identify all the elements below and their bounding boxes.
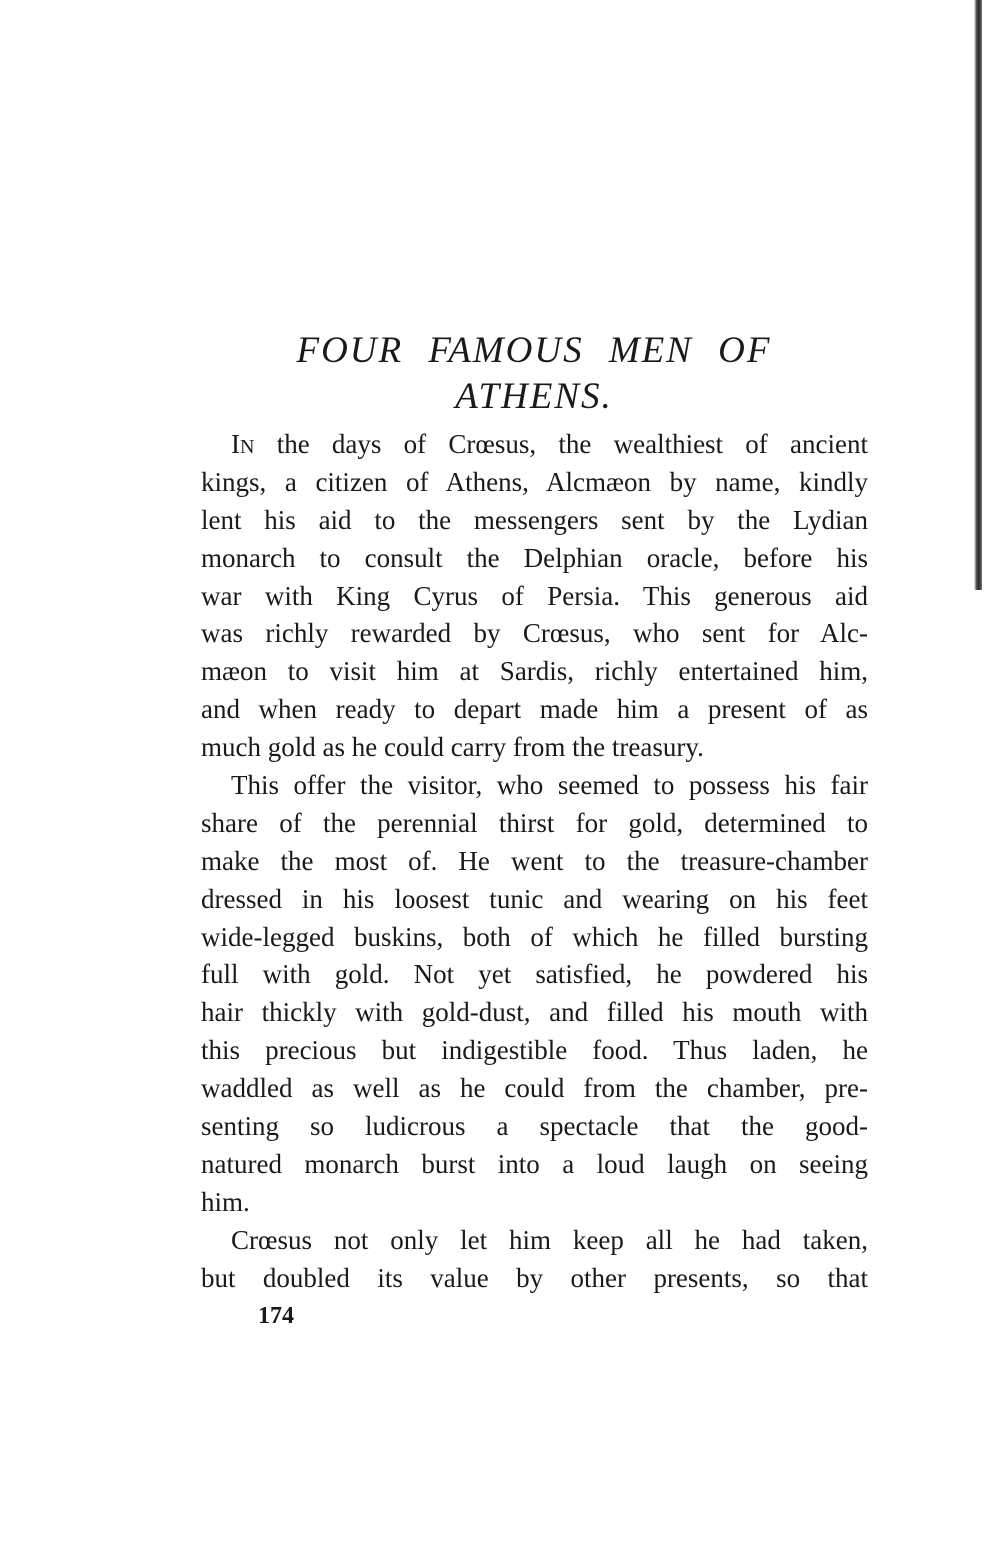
small-caps: N — [240, 436, 255, 458]
text-line: was richly rewarded by Crœsus, who sent for Alc- — [201, 618, 868, 649]
chapter-title-line-2: ATHENS. — [455, 376, 613, 417]
text-line: full with gold. Not yet satisfied, he powdered his — [201, 959, 868, 990]
text-line: kings, a citizen of Athens, Alcmæon by name, kindly — [201, 466, 868, 497]
text-line: and when ready to depart made him a present of as — [201, 694, 868, 725]
text-line: him. — [201, 1186, 250, 1217]
text-line: This offer the visitor, who seemed to possess his fair — [231, 770, 868, 801]
text-line: Crœsus not only let him keep all he had taken, — [231, 1224, 868, 1255]
text-line: much gold as he could carry from the treasury. — [201, 732, 704, 763]
text-line — [201, 426, 868, 464]
text-line: senting so ludicrous a spectacle that the good- — [201, 1111, 868, 1142]
body-text — [201, 426, 868, 1297]
text-line: wide-legged buskins, both of which he filled bursting — [201, 921, 868, 952]
text-line: dressed in his loosest tunic and wearing on his feet — [201, 883, 868, 914]
text-line-content: the days of Crœsus, the wealthiest of ancient — [254, 429, 868, 459]
text-line: but doubled its value by other presents, so that — [201, 1262, 868, 1293]
text-line: war with King Cyrus of Persia. This generous aid — [201, 580, 868, 611]
text-line: mæon to visit him at Sardis, richly entertained him, — [201, 656, 868, 687]
text-line: share of the perennial thirst for gold, determined to — [201, 807, 868, 838]
text-line: lent his aid to the messengers sent by the Lydian — [201, 504, 868, 535]
text-line: hair thickly with gold-dust, and filled his mouth with — [201, 997, 868, 1028]
chapter-title — [200, 328, 868, 420]
chapter-title-line-1: FOUR FAMOUS MEN OF — [296, 330, 772, 371]
drop-initial: I — [231, 429, 240, 459]
page-number: 174 — [258, 1303, 294, 1329]
text-line: monarch to consult the Delphian oracle, before his — [201, 542, 868, 573]
text-line: natured monarch burst into a loud laugh on seeing — [201, 1148, 868, 1179]
text-line: this precious but indigestible food. Thus laden, he — [201, 1035, 868, 1066]
text-line: make the most of. He went to the treasure-chamber — [201, 845, 868, 876]
scan-edge-artifact — [974, 0, 982, 590]
text-line: waddled as well as he could from the chamber, pre- — [201, 1073, 868, 1104]
